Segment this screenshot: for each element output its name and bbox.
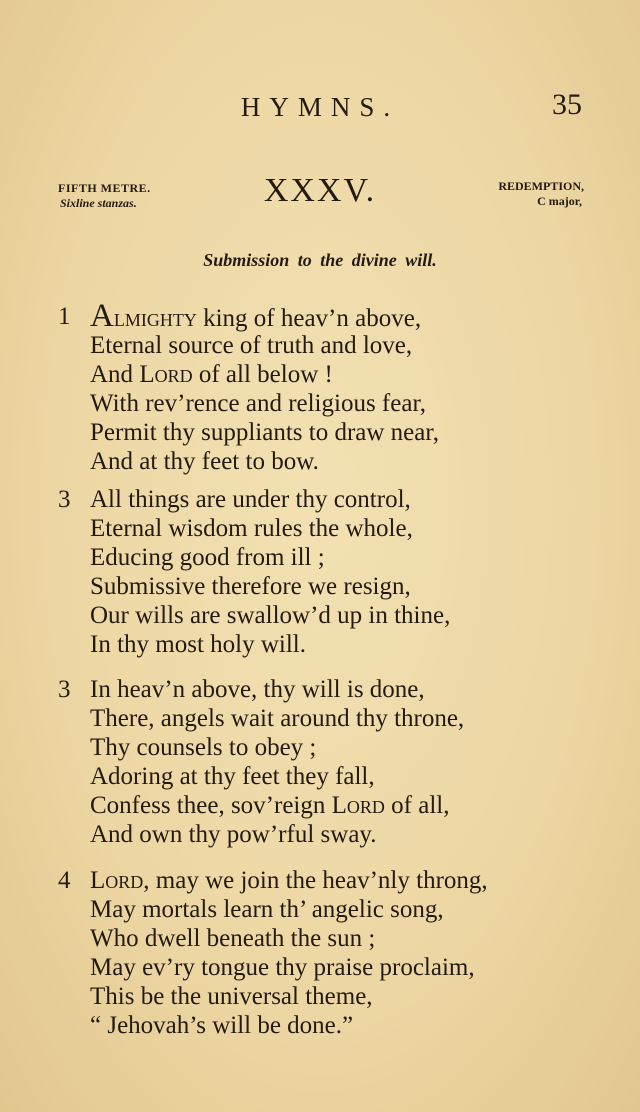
hymn-number: XXXV. <box>263 172 377 209</box>
verse-line: Permit thy suppliants to draw near, <box>90 419 439 446</box>
verse-line: Thy counsels to obey ; <box>90 734 317 761</box>
small-caps-word: lmighty <box>113 305 197 332</box>
verse-line: Our wills are swallow’d up in thine, <box>90 602 451 629</box>
verse-line: In heav’n above, thy will is done, <box>90 676 425 703</box>
verse-line: All things are under thy control, <box>90 486 411 513</box>
small-caps-word: Lord <box>331 792 385 819</box>
small-caps-word: Lord <box>139 361 193 388</box>
verse-line-text: king of heav’n above, <box>196 305 422 332</box>
stanza-form-label: Sixline stanzas. <box>60 196 137 210</box>
stanza-number: 3 <box>58 486 71 513</box>
tune-info <box>498 179 584 209</box>
drop-capital: A <box>90 298 114 334</box>
key-label: C major, <box>537 194 582 208</box>
page-number: 35 <box>552 88 582 121</box>
verse-line <box>90 866 488 895</box>
verse-line-text: Confess thee, sov’reign <box>90 792 332 819</box>
verse-line: Educing good from ill ; <box>90 544 325 571</box>
verse-line: Eternal source of truth and love, <box>90 332 413 359</box>
verse-line: May ev’ry tongue thy praise proclaim, <box>90 954 475 981</box>
small-caps-word: Lord <box>90 867 144 894</box>
verse-line: There, angels wait around thy throne, <box>90 705 465 732</box>
verse-line: And own thy pow’rful sway. <box>90 821 377 848</box>
verse-line: Submissive therefore we resign, <box>90 573 411 600</box>
verse-line <box>90 360 439 389</box>
verse-line: And at thy feet to bow. <box>90 448 319 475</box>
verse-line <box>90 791 464 820</box>
verse-line-text: of all below ! <box>192 361 333 388</box>
hymn-title: Submission to the divine will. <box>203 250 437 270</box>
verse-line <box>90 298 439 334</box>
verse-line-text: of all, <box>384 792 450 819</box>
verse-line: Eternal wisdom rules the whole, <box>90 515 413 542</box>
stanza-number: 3 <box>58 676 71 703</box>
running-head: HYMNS. <box>240 92 400 122</box>
stanza-number: 1 <box>58 303 71 330</box>
verse-line: Adoring at thy feet they fall, <box>90 763 375 790</box>
metre-label: FIFTH METRE. <box>58 181 151 195</box>
verse-line: This be the universal theme, <box>90 983 373 1010</box>
stanza-number: 4 <box>58 867 71 894</box>
verse-line-text: And <box>90 361 140 388</box>
verse-line-text: , may we join the heav’nly throng, <box>143 867 488 894</box>
verse-line: In thy most holy will. <box>90 631 306 658</box>
tune-label: REDEMPTION, <box>498 179 584 193</box>
verse-line: “ Jehovah’s will be done.” <box>90 1012 354 1039</box>
verse-line: May mortals learn th’ angelic song, <box>90 896 444 923</box>
verse-line: With rev’rence and religious fear, <box>90 390 427 417</box>
verse-line: Who dwell beneath the sun ; <box>90 925 376 952</box>
